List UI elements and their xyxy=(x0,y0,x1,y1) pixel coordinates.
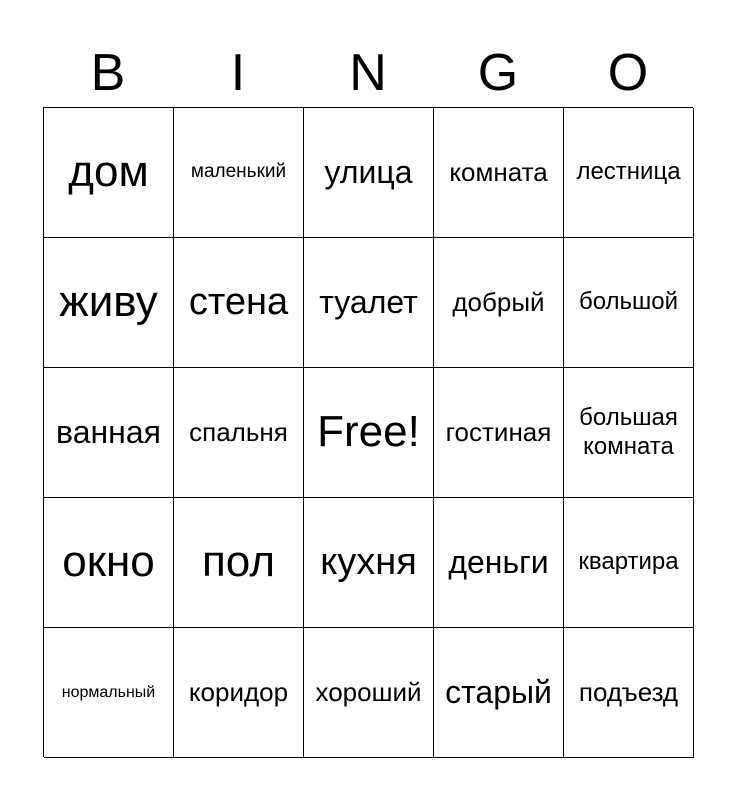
bingo-cell[interactable] xyxy=(174,628,304,758)
cell-label: улица xyxy=(324,154,413,191)
header-letter-g: G xyxy=(477,44,519,102)
cell-label: туалет xyxy=(319,284,418,321)
bingo-cell[interactable] xyxy=(44,368,174,498)
cell-label: коридор xyxy=(188,676,289,707)
cell-label: гостиная xyxy=(445,416,552,447)
header-letter-o: O xyxy=(607,44,649,102)
free-space-label: Free! xyxy=(317,407,420,457)
cell-label: добрый xyxy=(452,286,545,317)
cell-label: большой xyxy=(578,288,679,316)
bingo-cell[interactable] xyxy=(174,108,304,238)
cell-label: кухня xyxy=(320,540,417,583)
cell-label: деньги xyxy=(448,544,549,581)
bingo-cell[interactable] xyxy=(174,498,304,628)
bingo-header xyxy=(43,40,693,106)
cell-label: большая комната xyxy=(579,403,678,460)
bingo-cell[interactable] xyxy=(44,498,174,628)
cell-label: пол xyxy=(201,537,275,587)
bingo-cell[interactable] xyxy=(564,628,694,758)
bingo-cell[interactable] xyxy=(44,238,174,368)
header-letter-i: I xyxy=(230,44,246,102)
bingo-cell[interactable] xyxy=(434,498,564,628)
header-letter-n: N xyxy=(349,44,387,102)
cell-label: хороший xyxy=(315,676,422,707)
bingo-board xyxy=(43,107,693,757)
cell-label: окно xyxy=(62,537,155,587)
bingo-cell[interactable] xyxy=(564,498,694,628)
bingo-cell[interactable] xyxy=(564,108,694,238)
bingo-cell[interactable] xyxy=(304,238,434,368)
bingo-cell[interactable] xyxy=(564,368,694,498)
cell-label: ванная xyxy=(56,414,161,451)
cell-label: дом xyxy=(68,147,149,197)
bingo-cell[interactable] xyxy=(174,238,304,368)
cell-label: стена xyxy=(188,280,289,323)
bingo-cell[interactable] xyxy=(44,628,174,758)
bingo-cell[interactable] xyxy=(304,628,434,758)
cell-label: старый xyxy=(445,674,552,711)
bingo-cell[interactable] xyxy=(434,628,564,758)
bingo-cell[interactable] xyxy=(434,108,564,238)
cell-label: спальня xyxy=(189,416,288,447)
cell-label: маленький xyxy=(190,161,287,183)
bingo-cell[interactable] xyxy=(564,238,694,368)
bingo-cell[interactable] xyxy=(174,368,304,498)
cell-label: лестница xyxy=(576,158,681,186)
bingo-cell[interactable] xyxy=(434,368,564,498)
cell-label: квартира xyxy=(578,548,679,576)
free-space-cell[interactable] xyxy=(304,368,434,498)
bingo-cell[interactable] xyxy=(44,108,174,238)
cell-label: нормальный xyxy=(61,683,156,701)
bingo-cell[interactable] xyxy=(434,238,564,368)
header-letter-b: B xyxy=(90,44,126,102)
cell-label: комната xyxy=(449,156,548,187)
cell-label: подъезд xyxy=(578,676,679,707)
cell-label: живу xyxy=(59,277,158,327)
bingo-cell[interactable] xyxy=(304,108,434,238)
bingo-cell[interactable] xyxy=(304,498,434,628)
